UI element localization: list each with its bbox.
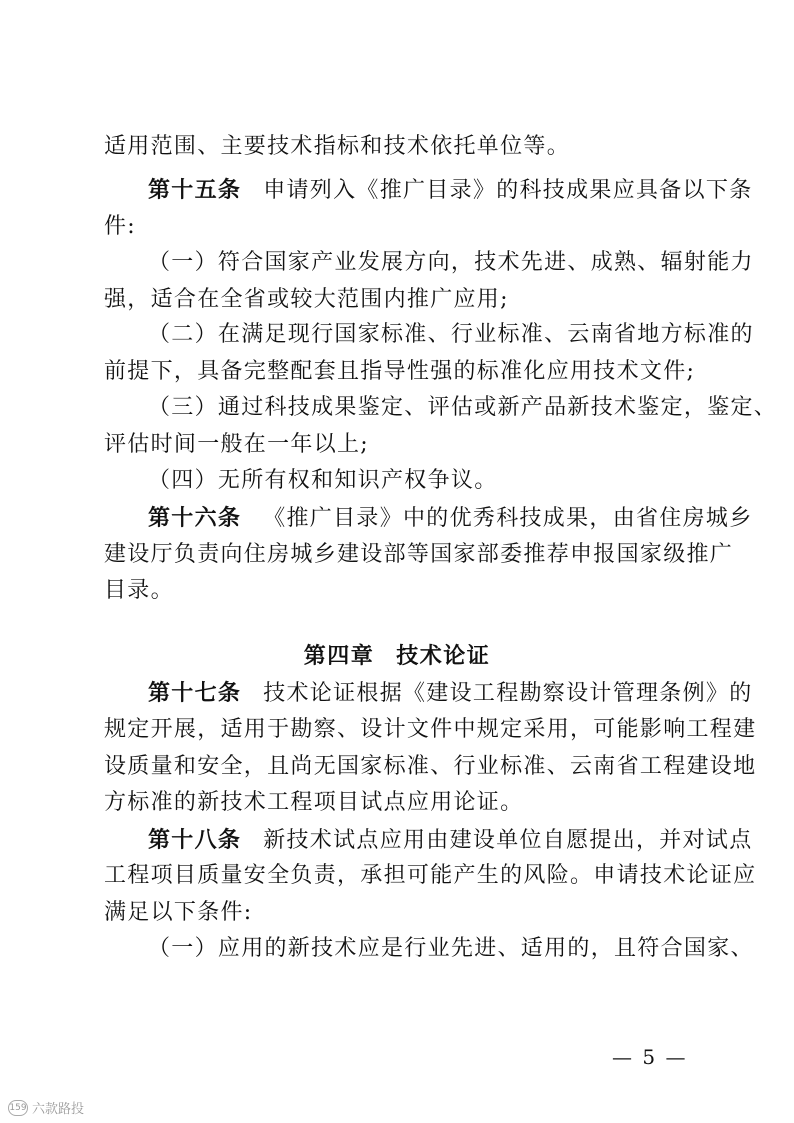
- text-line: 方标准的新技术工程项目试点应用论证。: [104, 790, 524, 815]
- chapter-name: 技术论证: [396, 644, 491, 669]
- article-text: 新技术试点应用由建设单位自愿提出，并对试点: [263, 828, 753, 853]
- text-line: 强，适合在全省或较大范围内推广应用;: [104, 287, 509, 312]
- text-line: 评估时间一般在一年以上;: [104, 432, 370, 457]
- article-18: [148, 825, 753, 856]
- page-number: — 5 —: [612, 1045, 688, 1069]
- article-text: 申请列入《推广目录》的科技成果应具备以下条: [263, 178, 753, 203]
- text-line: （一）符合国家产业发展方向，技术先进、成熟、辐射能力: [148, 250, 754, 275]
- article-16: [148, 503, 753, 534]
- article-text: 技术论证根据《建设工程勘察设计管理条例》的: [263, 681, 753, 706]
- chapter-number: 第四章: [303, 644, 375, 669]
- article-heading: 第十六条: [148, 505, 242, 531]
- text-line: 目录。: [104, 578, 174, 603]
- article-15: [148, 175, 753, 206]
- text-line: 前提下，具备完整配套且指导性强的标准化应用技术文件;: [104, 359, 696, 384]
- text-line: （二）在满足现行国家标准、行业标准、云南省地方标准的: [148, 322, 754, 347]
- text-line: 建设厅负责向住房城乡建设部等国家部委推荐申报国家级推广: [104, 542, 734, 567]
- article-17: [148, 678, 753, 709]
- text-line: （一）应用的新技术应是行业先进、适用的，且符合国家、: [148, 936, 754, 961]
- article-heading: 第十五条: [148, 177, 242, 203]
- watermark-text: 六款路投: [32, 1102, 85, 1117]
- text-line: 满足以下条件:: [104, 900, 253, 925]
- text-line: 适用范围、主要技术指标和技术依托单位等。: [104, 134, 571, 159]
- text-line: 件:: [104, 214, 137, 239]
- text-line: 设质量和安全，且尚无国家标准、行业标准、云南省工程建设地: [104, 754, 757, 779]
- text-line: （四）无所有权和知识产权争议。: [148, 468, 498, 493]
- chapter-title: [0, 642, 794, 672]
- text-line: 工程项目质量安全负责，承担可能产生的风险。申请技术论证应: [104, 863, 757, 888]
- watermark-logo-icon: 159: [8, 1100, 28, 1116]
- article-heading: 第十八条: [148, 827, 242, 853]
- text-line: （三）通过科技成果鉴定、评估或新产品新技术鉴定，鉴定、: [148, 395, 778, 420]
- text-line: 规定开展，适用于勘察、设计文件中规定采用，可能影响工程建: [104, 717, 757, 742]
- article-heading: 第十七条: [148, 680, 242, 706]
- article-text: 《推广目录》中的优秀科技成果，由省住房城乡: [263, 506, 753, 531]
- watermark: [8, 1098, 84, 1117]
